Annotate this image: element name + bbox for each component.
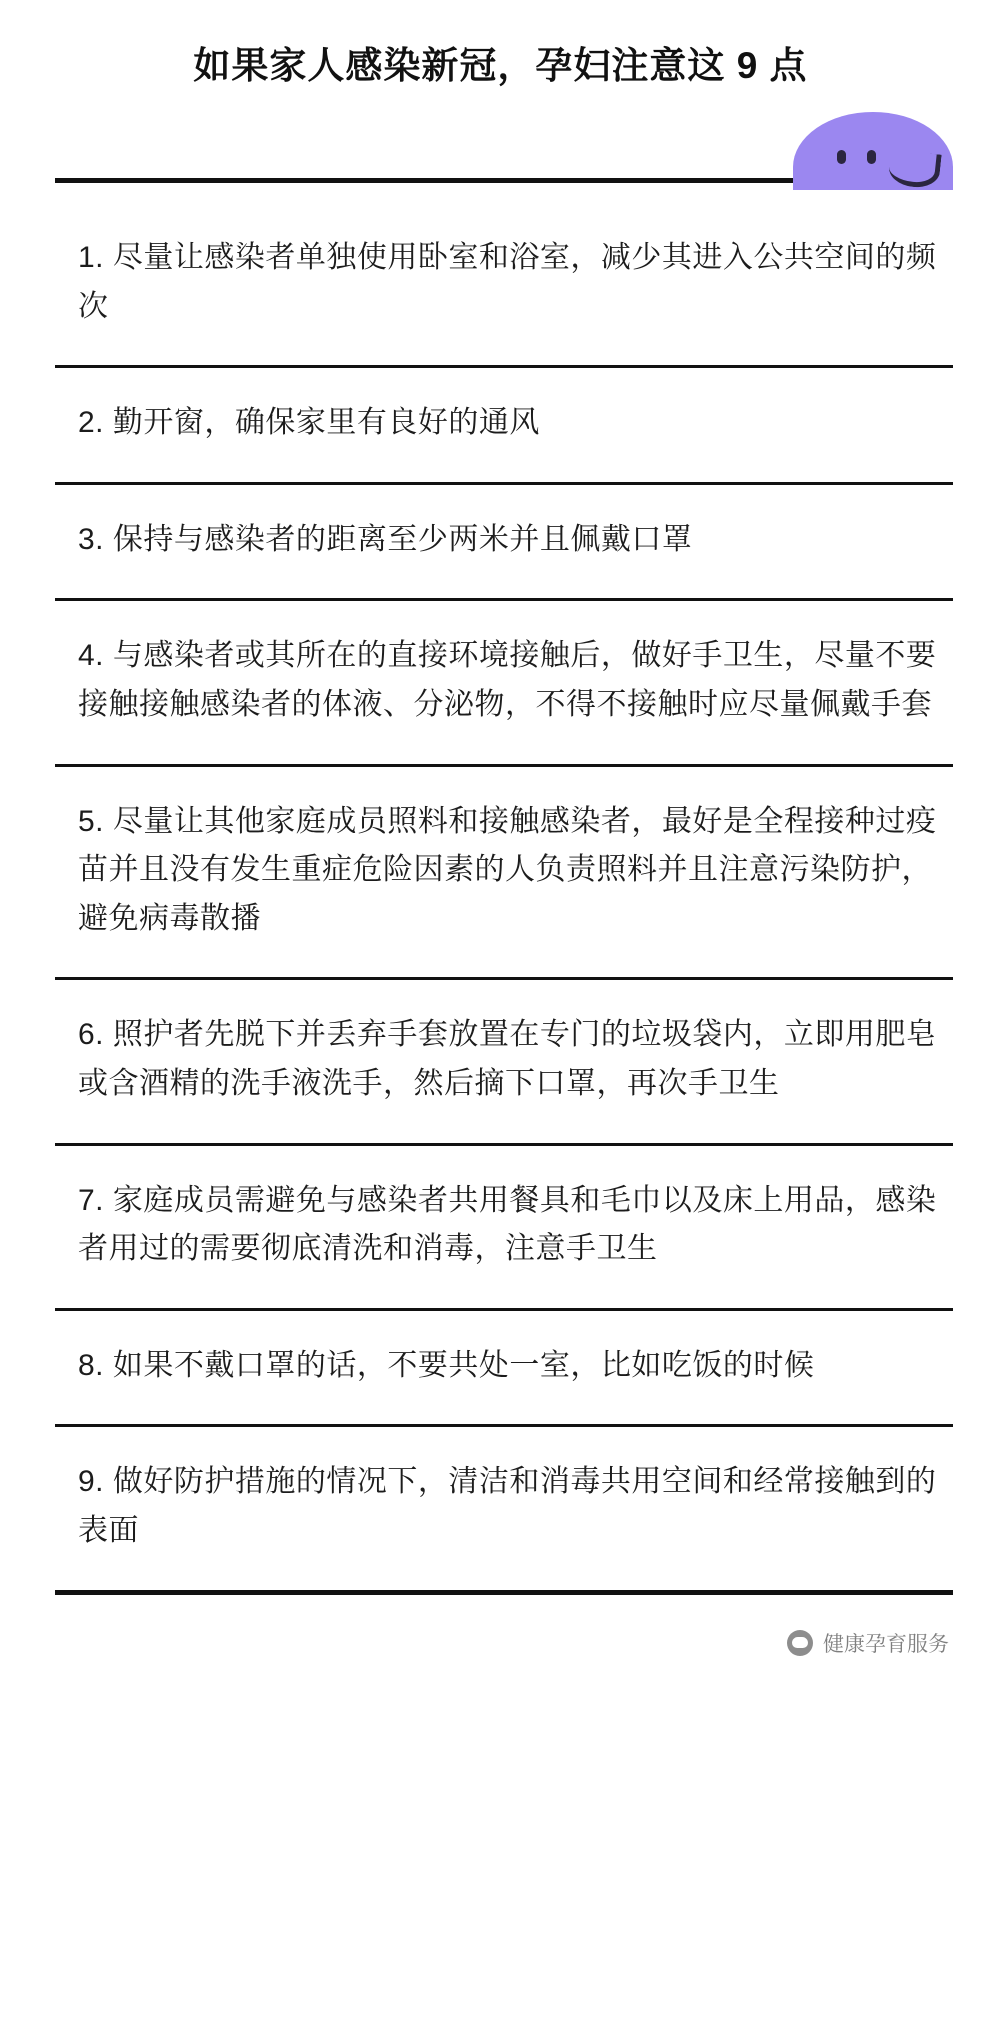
list-item-text: 7. 家庭成员需避免与感染者共用餐具和毛巾以及床上用品，感染者用过的需要彻底清洗和消毒，注意手卫生 — [78, 1183, 937, 1266]
list-item — [0, 482, 1001, 599]
list-item-text: 5. 尽量让其他家庭成员照料和接触感染者，最好是全程接种过疫苗并且没有发生重症危险因素的人负责照料并且注意污染防护，避免病毒散播 — [78, 804, 937, 935]
footer — [0, 1595, 1001, 1691]
list-item — [0, 598, 1001, 763]
list-item-text: 8. 如果不戴口罩的话，不要共处一室，比如吃饭的时候 — [78, 1348, 815, 1382]
list-item — [0, 977, 1001, 1142]
list-item — [0, 365, 1001, 482]
list-item — [0, 764, 1001, 978]
list-item-text: 1. 尽量让感染者单独使用卧室和浴室，减少其进入公共空间的频次 — [78, 241, 937, 323]
list-item — [0, 200, 1001, 365]
list-item-text: 9. 做好防护措施的情况下，清洁和消毒共用空间和经常接触到的表面 — [78, 1465, 937, 1547]
page-title: 如果家人感染新冠，孕妇注意这 9 点 — [193, 45, 808, 86]
list-item-text: 4. 与感染者或其所在的直接环境接触后，做好手卫生，尽量不要接触接触感染者的体液、分泌物，不得不接触时应尽量佩戴手套 — [78, 639, 937, 722]
list-item — [0, 1308, 1001, 1425]
list-item-text: 2. 勤开窗，确保家里有良好的通风 — [78, 406, 540, 440]
blob-smile-icon — [887, 150, 941, 190]
purple-smiley-blob-icon — [793, 112, 953, 190]
list-item-text: 6. 照护者先脱下并丢弃手套放置在专门的垃圾袋内，立即用肥皂或含酒精的洗手液洗手，然后摘下口罩，再次手卫生 — [78, 1018, 937, 1101]
brand-name: 健康孕育服务 — [823, 1632, 949, 1656]
wechat-icon — [787, 1630, 813, 1656]
list-item-text: 3. 保持与感染者的距离至少两米并且佩戴口罩 — [78, 522, 693, 556]
header-decoration-area — [0, 120, 1001, 200]
list-item — [0, 1424, 1001, 1589]
brand-attribution — [787, 1628, 949, 1658]
blob-eye-left-icon — [837, 150, 846, 164]
list-item — [0, 1143, 1001, 1308]
tips-list — [0, 200, 1001, 1590]
blob-eye-right-icon — [867, 150, 876, 164]
